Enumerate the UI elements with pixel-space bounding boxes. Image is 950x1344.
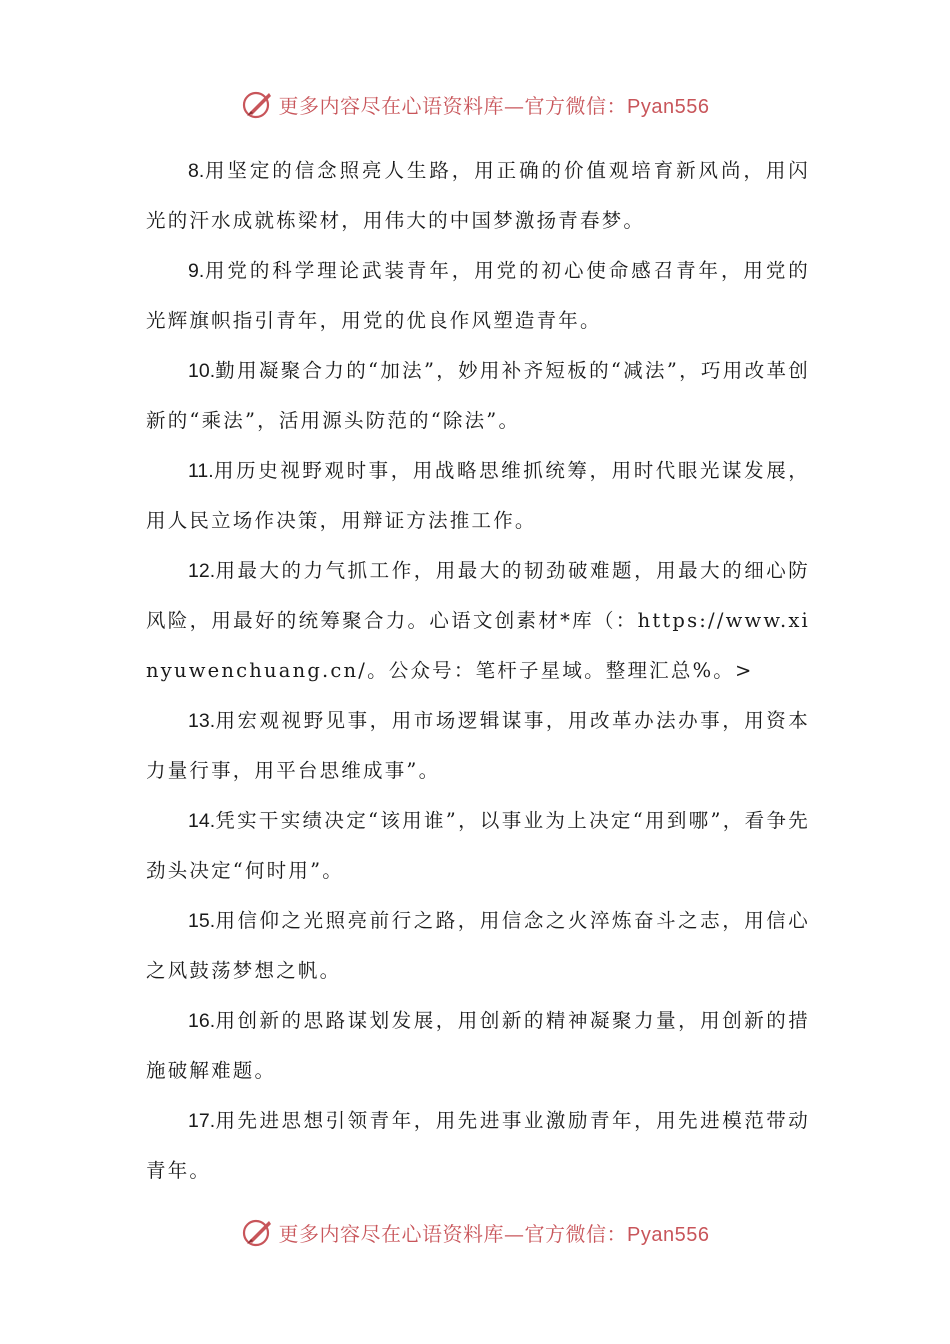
item-number: 15.: [188, 910, 216, 932]
quill-pen-logo-icon: [241, 87, 275, 121]
item-number: 8.: [188, 160, 205, 182]
item-text: 凭实干实绩决定“该用谁”，以事业为上决定“用到哪”，看争先劲头决定“何时用”。: [146, 809, 810, 882]
item-text: 用历史视野观时事，用战略思维抓统筹，用时代眼光谋发展，用人民立场作决策，用辩证方法推工作。: [146, 459, 810, 532]
paragraph-9: [146, 246, 810, 346]
item-text: 用坚定的信念照亮人生路，用正确的价值观培育新风尚，用闪光的汗水成就栋梁材，用伟大的中国梦激扬青春梦。: [146, 159, 810, 232]
item-text: 用信仰之光照亮前行之路，用信念之火淬炼奋斗之志，用信心之风鼓荡梦想之帆。: [146, 909, 810, 982]
banner-label: 更多内容尽在心语资料库—官方微信：: [278, 1221, 628, 1246]
item-text: 勤用凝聚合力的“加法”，妙用补齐短板的“减法”，巧用改革创新的“乘法”，活用源头防范的“除法”。: [146, 359, 810, 432]
item-text: 用创新的思路谋划发展，用创新的精神凝聚力量，用创新的措施破解难题。: [146, 1009, 810, 1082]
item-text: 用先进思想引领青年，用先进事业激励青年，用先进模范带动青年。: [146, 1109, 810, 1182]
item-number: 11.: [188, 460, 214, 482]
paragraph-15: [146, 896, 810, 996]
item-number: 13.: [188, 710, 216, 732]
item-text: 用最大的力气抓工作，用最大的韧劲破难题，用最大的细心防风险，用最好的统筹聚合力。心语文创素材*库（：https://www.xinyuwenchuang.cn/。公众号：笔杆子星域。整理汇总%。>: [146, 559, 810, 682]
banner-text: [279, 90, 710, 119]
document-body: [146, 146, 810, 1196]
banner-label: 更多内容尽在心语资料库—官方微信：: [278, 93, 628, 118]
paragraph-10: [146, 346, 810, 446]
paragraph-16: [146, 996, 810, 1096]
item-number: 12.: [188, 560, 216, 582]
item-number: 16.: [188, 1010, 216, 1032]
header-banner: [0, 84, 950, 124]
paragraph-13: [146, 696, 810, 796]
item-number: 10.: [188, 360, 216, 382]
paragraph-8: [146, 146, 810, 246]
quill-pen-logo-icon: [241, 1215, 275, 1249]
item-text: 用宏观视野见事，用市场逻辑谋事，用改革办法办事，用资本力量行事，用平台思维成事”。: [146, 709, 810, 782]
item-number: 14.: [188, 810, 216, 832]
paragraph-11: [146, 446, 810, 546]
item-number: 17.: [188, 1110, 216, 1132]
banner-contact: Pyan556: [627, 95, 710, 118]
item-text: 用党的科学理论武装青年，用党的初心使命感召青年，用党的光辉旗帜指引青年，用党的优良作风塑造青年。: [146, 259, 810, 332]
item-number: 9.: [188, 260, 205, 282]
paragraph-17: [146, 1096, 810, 1196]
banner-contact: Pyan556: [627, 1223, 710, 1246]
banner-text: [279, 1218, 710, 1247]
paragraph-12: [146, 546, 810, 696]
footer-banner: [0, 1212, 950, 1252]
paragraph-14: [146, 796, 810, 896]
